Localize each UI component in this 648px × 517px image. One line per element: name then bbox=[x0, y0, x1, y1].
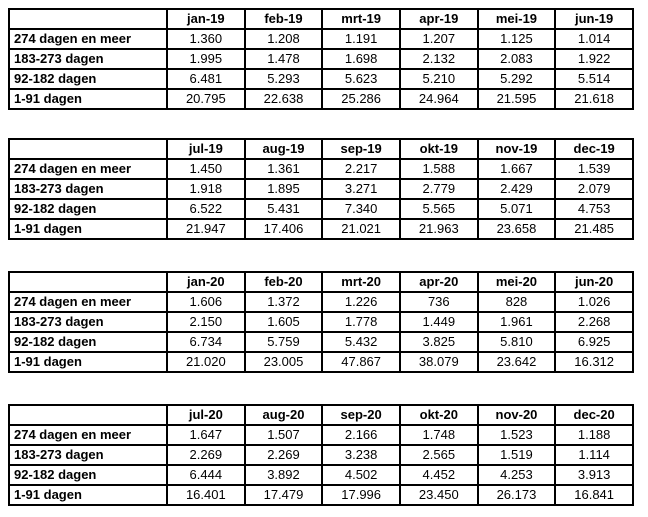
month-header-cell: jun-20 bbox=[555, 272, 633, 292]
row-label-cell: 274 dagen en meer bbox=[9, 292, 167, 312]
data-cell: 2.565 bbox=[400, 445, 478, 465]
data-cell: 5.759 bbox=[245, 332, 323, 352]
data-cell: 47.867 bbox=[322, 352, 400, 372]
data-cell: 5.565 bbox=[400, 199, 478, 219]
row-label-cell: 274 dagen en meer bbox=[9, 425, 167, 445]
data-cell: 6.734 bbox=[167, 332, 245, 352]
data-cell: 5.514 bbox=[555, 69, 633, 89]
data-cell: 2.150 bbox=[167, 312, 245, 332]
table-row bbox=[9, 465, 633, 485]
row-label-cell: 183-273 dagen bbox=[9, 49, 167, 69]
data-cell: 25.286 bbox=[322, 89, 400, 109]
data-cell: 1.605 bbox=[245, 312, 323, 332]
data-cell: 6.522 bbox=[167, 199, 245, 219]
data-cell: 21.020 bbox=[167, 352, 245, 372]
data-cell: 20.795 bbox=[167, 89, 245, 109]
data-cell: 2.079 bbox=[555, 179, 633, 199]
month-header-cell: jul-20 bbox=[167, 405, 245, 425]
table-row bbox=[9, 485, 633, 505]
data-cell: 26.173 bbox=[478, 485, 556, 505]
data-cell: 1.014 bbox=[555, 29, 633, 49]
table-header-row bbox=[9, 139, 633, 159]
data-cell: 17.406 bbox=[245, 219, 323, 239]
data-cell: 21.021 bbox=[322, 219, 400, 239]
data-cell: 5.071 bbox=[478, 199, 556, 219]
month-header-cell: apr-19 bbox=[400, 9, 478, 29]
data-cell: 21.485 bbox=[555, 219, 633, 239]
data-cell: 1.449 bbox=[400, 312, 478, 332]
data-cell: 3.825 bbox=[400, 332, 478, 352]
table-row bbox=[9, 425, 633, 445]
data-cell: 2.269 bbox=[167, 445, 245, 465]
table-row bbox=[9, 69, 633, 89]
data-cell: 1.372 bbox=[245, 292, 323, 312]
data-cell: 2.269 bbox=[245, 445, 323, 465]
data-cell: 1.922 bbox=[555, 49, 633, 69]
data-cell: 2.268 bbox=[555, 312, 633, 332]
month-header-cell: nov-19 bbox=[478, 139, 556, 159]
row-label-cell: 92-182 dagen bbox=[9, 332, 167, 352]
month-header-cell: mei-20 bbox=[478, 272, 556, 292]
data-cell: 1.748 bbox=[400, 425, 478, 445]
data-cell: 828 bbox=[478, 292, 556, 312]
row-label-cell: 274 dagen en meer bbox=[9, 159, 167, 179]
data-cell: 1.519 bbox=[478, 445, 556, 465]
row-label-cell: 183-273 dagen bbox=[9, 312, 167, 332]
data-cell: 1.208 bbox=[245, 29, 323, 49]
data-cell: 2.166 bbox=[322, 425, 400, 445]
data-cell: 1.478 bbox=[245, 49, 323, 69]
data-cell: 22.638 bbox=[245, 89, 323, 109]
table-header-row bbox=[9, 9, 633, 29]
row-label-cell: 92-182 dagen bbox=[9, 199, 167, 219]
data-cell: 5.623 bbox=[322, 69, 400, 89]
data-cell: 4.502 bbox=[322, 465, 400, 485]
data-cell: 6.444 bbox=[167, 465, 245, 485]
data-cell: 23.005 bbox=[245, 352, 323, 372]
table-row bbox=[9, 292, 633, 312]
data-cell: 1.114 bbox=[555, 445, 633, 465]
row-label-cell: 1-91 dagen bbox=[9, 89, 167, 109]
table-2020-h1 bbox=[8, 271, 634, 373]
data-cell: 5.292 bbox=[478, 69, 556, 89]
data-cell: 1.523 bbox=[478, 425, 556, 445]
data-cell: 1.191 bbox=[322, 29, 400, 49]
data-cell: 1.778 bbox=[322, 312, 400, 332]
row-label-cell: 1-91 dagen bbox=[9, 352, 167, 372]
table-row bbox=[9, 179, 633, 199]
table-2019-h1 bbox=[8, 8, 634, 110]
row-label-cell: 1-91 dagen bbox=[9, 219, 167, 239]
data-cell: 21.963 bbox=[400, 219, 478, 239]
table-row bbox=[9, 352, 633, 372]
month-header-cell: dec-19 bbox=[555, 139, 633, 159]
data-cell: 1.226 bbox=[322, 292, 400, 312]
data-cell: 1.961 bbox=[478, 312, 556, 332]
data-cell: 1.539 bbox=[555, 159, 633, 179]
month-header-cell: dec-20 bbox=[555, 405, 633, 425]
data-cell: 6.925 bbox=[555, 332, 633, 352]
data-cell: 3.913 bbox=[555, 465, 633, 485]
data-cell: 2.779 bbox=[400, 179, 478, 199]
data-cell: 1.360 bbox=[167, 29, 245, 49]
data-cell: 1.588 bbox=[400, 159, 478, 179]
month-header-cell: apr-20 bbox=[400, 272, 478, 292]
month-header-cell: mei-19 bbox=[478, 9, 556, 29]
corner-cell bbox=[9, 139, 167, 159]
data-cell: 1.188 bbox=[555, 425, 633, 445]
data-cell: 736 bbox=[400, 292, 478, 312]
data-cell: 2.217 bbox=[322, 159, 400, 179]
data-cell: 1.606 bbox=[167, 292, 245, 312]
data-cell: 1.125 bbox=[478, 29, 556, 49]
data-cell: 6.481 bbox=[167, 69, 245, 89]
row-label-cell: 274 dagen en meer bbox=[9, 29, 167, 49]
data-cell: 5.431 bbox=[245, 199, 323, 219]
data-cell: 5.810 bbox=[478, 332, 556, 352]
row-label-cell: 1-91 dagen bbox=[9, 485, 167, 505]
table-2020-h2 bbox=[8, 404, 634, 506]
data-cell: 1.450 bbox=[167, 159, 245, 179]
row-label-cell: 183-273 dagen bbox=[9, 179, 167, 199]
data-cell: 21.618 bbox=[555, 89, 633, 109]
month-header-cell: mrt-20 bbox=[322, 272, 400, 292]
data-cell: 1.647 bbox=[167, 425, 245, 445]
data-cell: 1.918 bbox=[167, 179, 245, 199]
data-cell: 5.432 bbox=[322, 332, 400, 352]
table-row bbox=[9, 29, 633, 49]
month-header-cell: feb-20 bbox=[245, 272, 323, 292]
table-row bbox=[9, 312, 633, 332]
data-cell: 4.452 bbox=[400, 465, 478, 485]
month-header-cell: jun-19 bbox=[555, 9, 633, 29]
data-cell: 4.253 bbox=[478, 465, 556, 485]
data-cell: 17.479 bbox=[245, 485, 323, 505]
data-cell: 1.995 bbox=[167, 49, 245, 69]
table-row bbox=[9, 89, 633, 109]
data-cell: 21.595 bbox=[478, 89, 556, 109]
data-cell: 1.698 bbox=[322, 49, 400, 69]
table-row bbox=[9, 219, 633, 239]
row-label-cell: 183-273 dagen bbox=[9, 445, 167, 465]
row-label-cell: 92-182 dagen bbox=[9, 465, 167, 485]
data-cell: 1.667 bbox=[478, 159, 556, 179]
table-header-row bbox=[9, 272, 633, 292]
data-cell: 3.238 bbox=[322, 445, 400, 465]
month-header-cell: sep-20 bbox=[322, 405, 400, 425]
month-header-cell: aug-19 bbox=[245, 139, 323, 159]
data-cell: 1.026 bbox=[555, 292, 633, 312]
data-cell: 38.079 bbox=[400, 352, 478, 372]
data-cell: 1.207 bbox=[400, 29, 478, 49]
data-cell: 1.361 bbox=[245, 159, 323, 179]
data-cell: 2.083 bbox=[478, 49, 556, 69]
data-cell: 4.753 bbox=[555, 199, 633, 219]
data-cell: 21.947 bbox=[167, 219, 245, 239]
month-header-cell: okt-20 bbox=[400, 405, 478, 425]
data-cell: 3.892 bbox=[245, 465, 323, 485]
data-cell: 16.841 bbox=[555, 485, 633, 505]
corner-cell bbox=[9, 272, 167, 292]
month-header-cell: jul-19 bbox=[167, 139, 245, 159]
data-cell: 1.507 bbox=[245, 425, 323, 445]
month-header-cell: feb-19 bbox=[245, 9, 323, 29]
month-header-cell: aug-20 bbox=[245, 405, 323, 425]
month-header-cell: mrt-19 bbox=[322, 9, 400, 29]
data-cell: 16.312 bbox=[555, 352, 633, 372]
corner-cell bbox=[9, 9, 167, 29]
data-cell: 23.642 bbox=[478, 352, 556, 372]
row-label-cell: 92-182 dagen bbox=[9, 69, 167, 89]
data-cell: 23.450 bbox=[400, 485, 478, 505]
data-cell: 7.340 bbox=[322, 199, 400, 219]
table-row bbox=[9, 159, 633, 179]
data-cell: 2.429 bbox=[478, 179, 556, 199]
data-cell: 17.996 bbox=[322, 485, 400, 505]
data-cell: 3.271 bbox=[322, 179, 400, 199]
corner-cell bbox=[9, 405, 167, 425]
data-cell: 16.401 bbox=[167, 485, 245, 505]
month-header-cell: jan-20 bbox=[167, 272, 245, 292]
month-header-cell: jan-19 bbox=[167, 9, 245, 29]
table-2019-h2 bbox=[8, 138, 634, 240]
table-row bbox=[9, 445, 633, 465]
month-header-cell: okt-19 bbox=[400, 139, 478, 159]
data-cell: 2.132 bbox=[400, 49, 478, 69]
table-row bbox=[9, 332, 633, 352]
table-row bbox=[9, 49, 633, 69]
data-cell: 24.964 bbox=[400, 89, 478, 109]
month-header-cell: sep-19 bbox=[322, 139, 400, 159]
data-cell: 23.658 bbox=[478, 219, 556, 239]
table-row bbox=[9, 199, 633, 219]
data-cell: 5.210 bbox=[400, 69, 478, 89]
data-cell: 1.895 bbox=[245, 179, 323, 199]
table-header-row bbox=[9, 405, 633, 425]
month-header-cell: nov-20 bbox=[478, 405, 556, 425]
data-cell: 5.293 bbox=[245, 69, 323, 89]
